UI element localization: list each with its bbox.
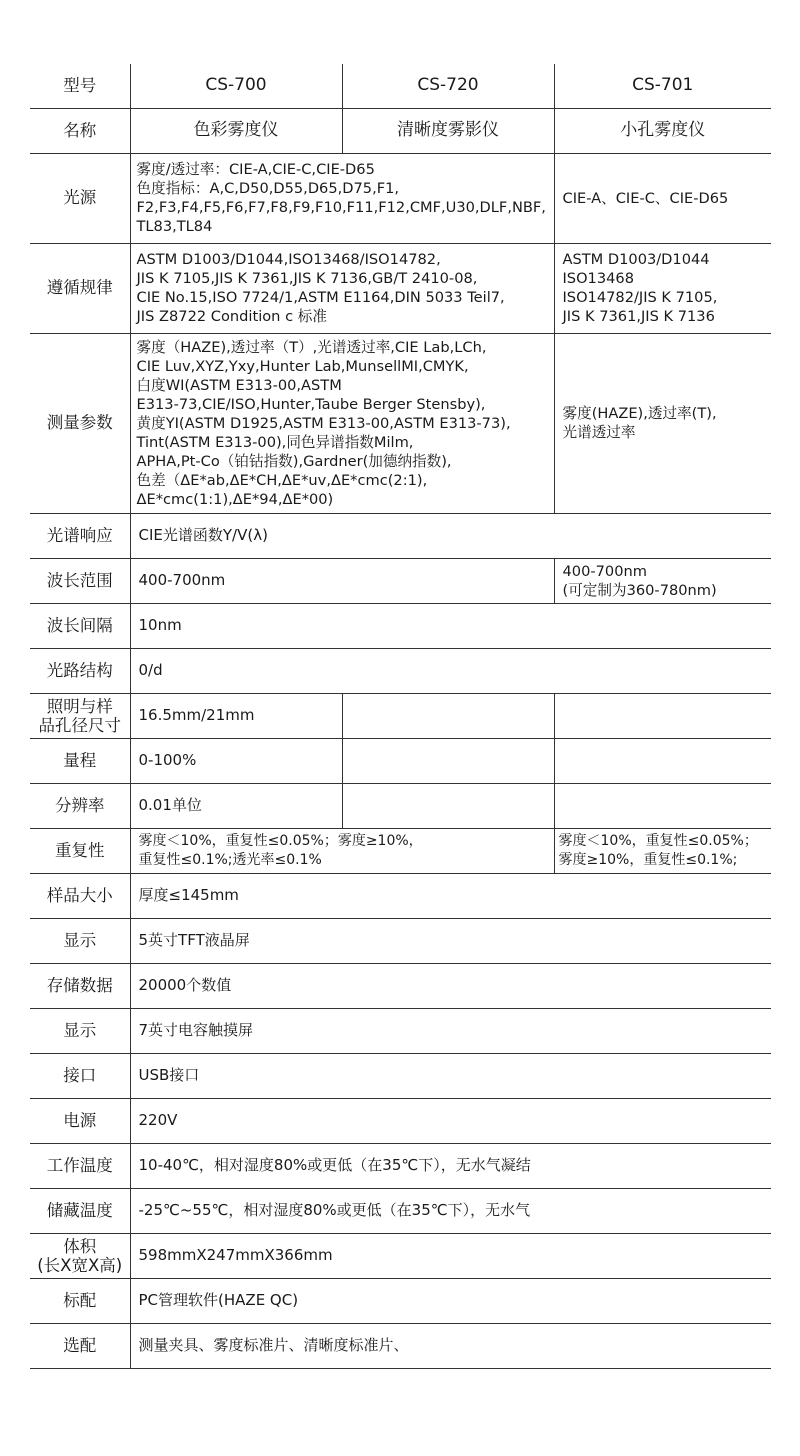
table-row-optional-accessory xyxy=(30,1323,771,1368)
light-source-cs-701: CIE-A、CIE-C、CIE-D65 xyxy=(554,153,771,243)
range-cs-720 xyxy=(342,738,554,783)
resolution-cs-700: 0.01单位 xyxy=(130,783,342,828)
power-value: 220V xyxy=(130,1098,771,1143)
table-row-model xyxy=(30,64,771,108)
row-label-parameters: 测量参数 xyxy=(30,333,130,513)
standards-cs-700-720: ASTM D1003/D1044,ISO13468/ISO14782, JIS K 7105,JIS K 7361,JIS K 7136,GB/T 2410-08, CIE No.15,ISO 7724/1,ASTM E1164,DIN 5033 Teil7, JIS Z8722 Condition c 标准 xyxy=(130,243,554,333)
volume-value: 598mmX247mmX366mm xyxy=(130,1233,771,1278)
optional-accessory-value: 测量夹具、雾度标准片、清晰度标准片、 xyxy=(130,1323,771,1368)
table-row-wavelength-interval xyxy=(30,603,771,648)
row-label-power: 电源 xyxy=(30,1098,130,1143)
name-cs-700: 色彩雾度仪 xyxy=(130,108,342,153)
resolution-cs-720 xyxy=(342,783,554,828)
row-label-display-2: 显示 xyxy=(30,1008,130,1053)
range-cs-701 xyxy=(554,738,771,783)
row-label-optional-accessory: 选配 xyxy=(30,1323,130,1368)
wavelength-range-cs-701: 400-700nm (可定制为360-780nm) xyxy=(554,558,771,603)
table-row-storage xyxy=(30,963,771,1008)
table-row-work-temp xyxy=(30,1143,771,1188)
optical-structure-value: 0/d xyxy=(130,648,771,693)
table-row-resolution xyxy=(30,783,771,828)
table-row-spectral-response xyxy=(30,513,771,558)
row-label-repeatability: 重复性 xyxy=(30,828,130,873)
model-cs-701: CS-701 xyxy=(554,64,771,108)
row-label-aperture: 照明与样 品孔径尺寸 xyxy=(30,693,130,738)
table-row-name xyxy=(30,108,771,153)
resolution-cs-701 xyxy=(554,783,771,828)
work-temp-value: 10-40℃，相对湿度80%或更低（在35℃下），无水气凝结 xyxy=(130,1143,771,1188)
parameters-cs-701: 雾度(HAZE),透过率(T), 光谱透过率 xyxy=(554,333,771,513)
store-temp-value: -25℃~55℃，相对湿度80%或更低（在35℃下），无水气 xyxy=(130,1188,771,1233)
table-row-store-temp xyxy=(30,1188,771,1233)
aperture-cs-701 xyxy=(554,693,771,738)
repeatability-cs-701: 雾度＜10%，重复性≤0.05%； 雾度≥10%，重复性≤0.1%; xyxy=(554,828,771,873)
row-label-display-1: 显示 xyxy=(30,918,130,963)
row-label-wavelength-range: 波长范围 xyxy=(30,558,130,603)
row-label-wavelength-interval: 波长间隔 xyxy=(30,603,130,648)
table-row-range xyxy=(30,738,771,783)
standard-accessory-value: PC管理软件(HAZE QC) xyxy=(130,1278,771,1323)
model-cs-720: CS-720 xyxy=(342,64,554,108)
table-row-parameters xyxy=(30,333,771,513)
storage-value: 20000个数值 xyxy=(130,963,771,1008)
wavelength-range-cs-700-720: 400-700nm xyxy=(130,558,554,603)
standards-cs-701: ASTM D1003/D1044 ISO13468 ISO14782/JIS K 7105, JIS K 7361,JIS K 7136 xyxy=(554,243,771,333)
row-label-work-temp: 工作温度 xyxy=(30,1143,130,1188)
row-label-resolution: 分辨率 xyxy=(30,783,130,828)
table-row-volume xyxy=(30,1233,771,1278)
table-row-display-1 xyxy=(30,918,771,963)
row-label-spectral-response: 光谱响应 xyxy=(30,513,130,558)
name-cs-720: 清晰度雾影仪 xyxy=(342,108,554,153)
display-1-value: 5英寸TFT液晶屏 xyxy=(130,918,771,963)
row-label-range: 量程 xyxy=(30,738,130,783)
row-label-volume: 体积 (长X宽X高) xyxy=(30,1233,130,1278)
table-row-light-source xyxy=(30,153,771,243)
row-label-light-source: 光源 xyxy=(30,153,130,243)
table-row-interface xyxy=(30,1053,771,1098)
parameters-cs-700-720: 雾度（HAZE),透过率（T）,光谱透过率,CIE Lab,LCh, CIE Luv,XYZ,Yxy,Hunter Lab,MunsellMI,CMYK, 白度WI(ASTM E313-00,ASTM E313-73,CIE/ISO,Hunter,Taube Berger Stensby), 黄度YI(ASTM D1925,ASTM E313-00,ASTM E313-73), Tint(ASTM E313-00),同色异谱指数Milm, APHA,Pt-Co（铂钴指数),Gardner(加德纳指数), 色差（ΔE*ab,ΔE*CH,ΔE*uv,ΔE*cmc(2:1), ΔE*cmc(1:1),ΔE*94,ΔE*00) xyxy=(130,333,554,513)
table-row-power xyxy=(30,1098,771,1143)
repeatability-cs-700-720: 雾度＜10%，重复性≤0.05%；雾度≥10%， 重复性≤0.1%;透光率≤0.1% xyxy=(130,828,554,873)
spectral-response-value: CIE光谱函数Y/V(λ) xyxy=(130,513,771,558)
row-label-name: 名称 xyxy=(30,108,130,153)
name-cs-701: 小孔雾度仪 xyxy=(554,108,771,153)
aperture-cs-700: 16.5mm/21mm xyxy=(130,693,342,738)
row-label-standard-accessory: 标配 xyxy=(30,1278,130,1323)
range-cs-700: 0-100% xyxy=(130,738,342,783)
row-label-store-temp: 储藏温度 xyxy=(30,1188,130,1233)
table-row-standard-accessory xyxy=(30,1278,771,1323)
spec-sheet xyxy=(30,64,771,1369)
table-row-wavelength-range xyxy=(30,558,771,603)
spec-table xyxy=(30,64,771,1369)
table-row-sample-size xyxy=(30,873,771,918)
aperture-cs-720 xyxy=(342,693,554,738)
row-label-optical-structure: 光路结构 xyxy=(30,648,130,693)
table-row-display-2 xyxy=(30,1008,771,1053)
row-label-sample-size: 样品大小 xyxy=(30,873,130,918)
table-row-standards xyxy=(30,243,771,333)
row-label-model: 型号 xyxy=(30,64,130,108)
row-label-interface: 接口 xyxy=(30,1053,130,1098)
table-row-aperture xyxy=(30,693,771,738)
row-label-storage: 存储数据 xyxy=(30,963,130,1008)
light-source-cs-700-720: 雾度/透过率：CIE-A,CIE-C,CIE-D65 色度指标：A,C,D50,D55,D65,D75,F1, F2,F3,F4,F5,F6,F7,F8,F9,F10,F11,F12,CMF,U30,DLF,NBF, TL83,TL84 xyxy=(130,153,554,243)
sample-size-value: 厚度≤145mm xyxy=(130,873,771,918)
model-cs-700: CS-700 xyxy=(130,64,342,108)
row-label-standards: 遵循规律 xyxy=(30,243,130,333)
interface-value: USB接口 xyxy=(130,1053,771,1098)
wavelength-interval-value: 10nm xyxy=(130,603,771,648)
table-row-optical-structure xyxy=(30,648,771,693)
table-row-repeatability xyxy=(30,828,771,873)
display-2-value: 7英寸电容触摸屏 xyxy=(130,1008,771,1053)
